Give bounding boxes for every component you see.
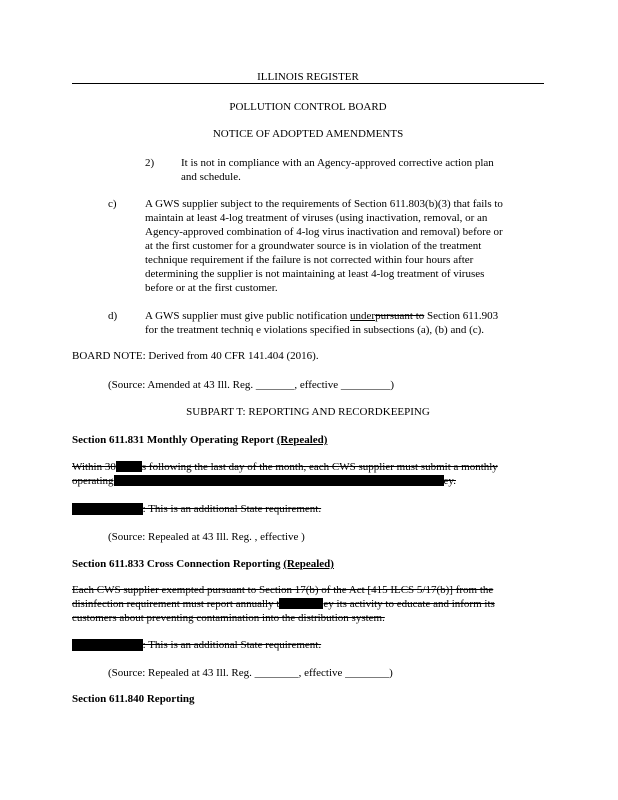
- redaction-mark: [279, 598, 323, 609]
- section-heading-text: Section 611.833 Cross Connection Reporting: [72, 558, 284, 570]
- section-heading-text: Section 611.831 Monthly Operating Report: [72, 434, 277, 446]
- item-2-label: 2): [145, 157, 155, 169]
- item-d-text-b: Section 611.903: [424, 310, 499, 322]
- item-2-text: [181, 156, 541, 184]
- item-c-line: A GWS supplier subject to the requirements of Section 611.803(b)(3) that fails to: [145, 198, 503, 210]
- register-title: ILLINOIS REGISTER: [257, 71, 359, 83]
- body-text: Within 30: [72, 461, 116, 473]
- body-line: [72, 460, 542, 474]
- redaction-mark: [116, 461, 142, 472]
- item-c-line: technique requirement if the failure is not corrected within four hours after: [145, 254, 474, 266]
- repealed-label: (Repealed): [276, 434, 328, 446]
- body-line: [72, 474, 542, 488]
- section-831-heading: [72, 433, 327, 447]
- section-831-note: [72, 502, 321, 516]
- item-c-line: maintain at least 4-log treatment of viruses (using inactivation, removal, or an: [145, 212, 488, 224]
- item-c-line: before or at the first customer.: [145, 282, 278, 294]
- body-text: ey its activity to educate and inform its: [323, 598, 495, 610]
- section-840-heading: Section 611.840 Reporting: [72, 693, 195, 705]
- body-text: s following the last day of the month, each CWS supplier must submit a monthly: [141, 461, 498, 473]
- repealed-label: (Repealed): [283, 558, 334, 570]
- board-note-label: BOARD NOTE: [72, 639, 143, 651]
- item-d-line: for the treatment techniq e violations specified in subsections (a), (b) and (c).: [145, 324, 485, 336]
- inserted-text: under: [350, 310, 376, 322]
- item-d-text: [145, 309, 545, 337]
- board-title: POLLUTION CONTROL BOARD: [229, 101, 387, 113]
- item-d-text-a: A GWS supplier must give public notification: [145, 310, 351, 322]
- item-d-line: [145, 309, 545, 323]
- item-2-line: It is not in compliance with an Agency-approved corrective action plan: [181, 157, 494, 169]
- item-c-line: at the first customer for a groundwater source is in violation of the treatment: [145, 240, 482, 252]
- section-833-note: [72, 638, 321, 652]
- source-note: (Source: Amended at 43 Ill. Reg. _______, effective _________): [108, 379, 395, 391]
- section-831-source: (Source: Repealed at 43 Ill. Reg. , effective ): [108, 531, 305, 543]
- body-line: [72, 597, 544, 611]
- section-831-body: [72, 460, 542, 488]
- body-line: customers about preventing contamination into the distribution system.: [72, 612, 385, 624]
- body-text: disinfection requirement must report annually t: [72, 598, 280, 610]
- board-note: BOARD NOTE: Derived from 40 CFR 141.404 (2016).: [72, 350, 319, 362]
- board-note-text: : This is an additional State requirement.: [142, 503, 322, 515]
- board-note-label: BOARD NOTE: [72, 503, 143, 515]
- item-2-line: and schedule.: [181, 171, 241, 183]
- body-text: ey.: [443, 475, 456, 487]
- deleted-text: pursuant to: [375, 310, 425, 322]
- item-d-label: d): [108, 310, 118, 322]
- section-833-body: [72, 583, 544, 625]
- body-text: operating: [72, 475, 114, 487]
- item-c-text: [145, 197, 545, 295]
- section-833-source: (Source: Repealed at 43 Ill. Reg. ________, effective ________): [108, 667, 393, 679]
- item-c-line: Agency-approved combination of 4-log virus inactivation and removal) before or: [145, 226, 503, 238]
- notice-title: NOTICE OF ADOPTED AMENDMENTS: [212, 128, 404, 140]
- board-note-text: : This is an additional State requirement.: [142, 639, 322, 651]
- redaction-mark: [114, 475, 444, 486]
- item-c-label: c): [108, 198, 117, 210]
- header-rule: [72, 83, 544, 84]
- subpart-heading: SUBPART T: REPORTING AND RECORDKEEPING: [186, 406, 430, 418]
- section-833-heading: [72, 557, 334, 571]
- item-c-line: determining the supplier is not maintaining at least 4-log treatment of viruses: [145, 268, 485, 280]
- body-line: Each CWS supplier exempted pursuant to Section 17(b) of the Act [415 ILCS 5/17(b)] from the: [72, 584, 494, 596]
